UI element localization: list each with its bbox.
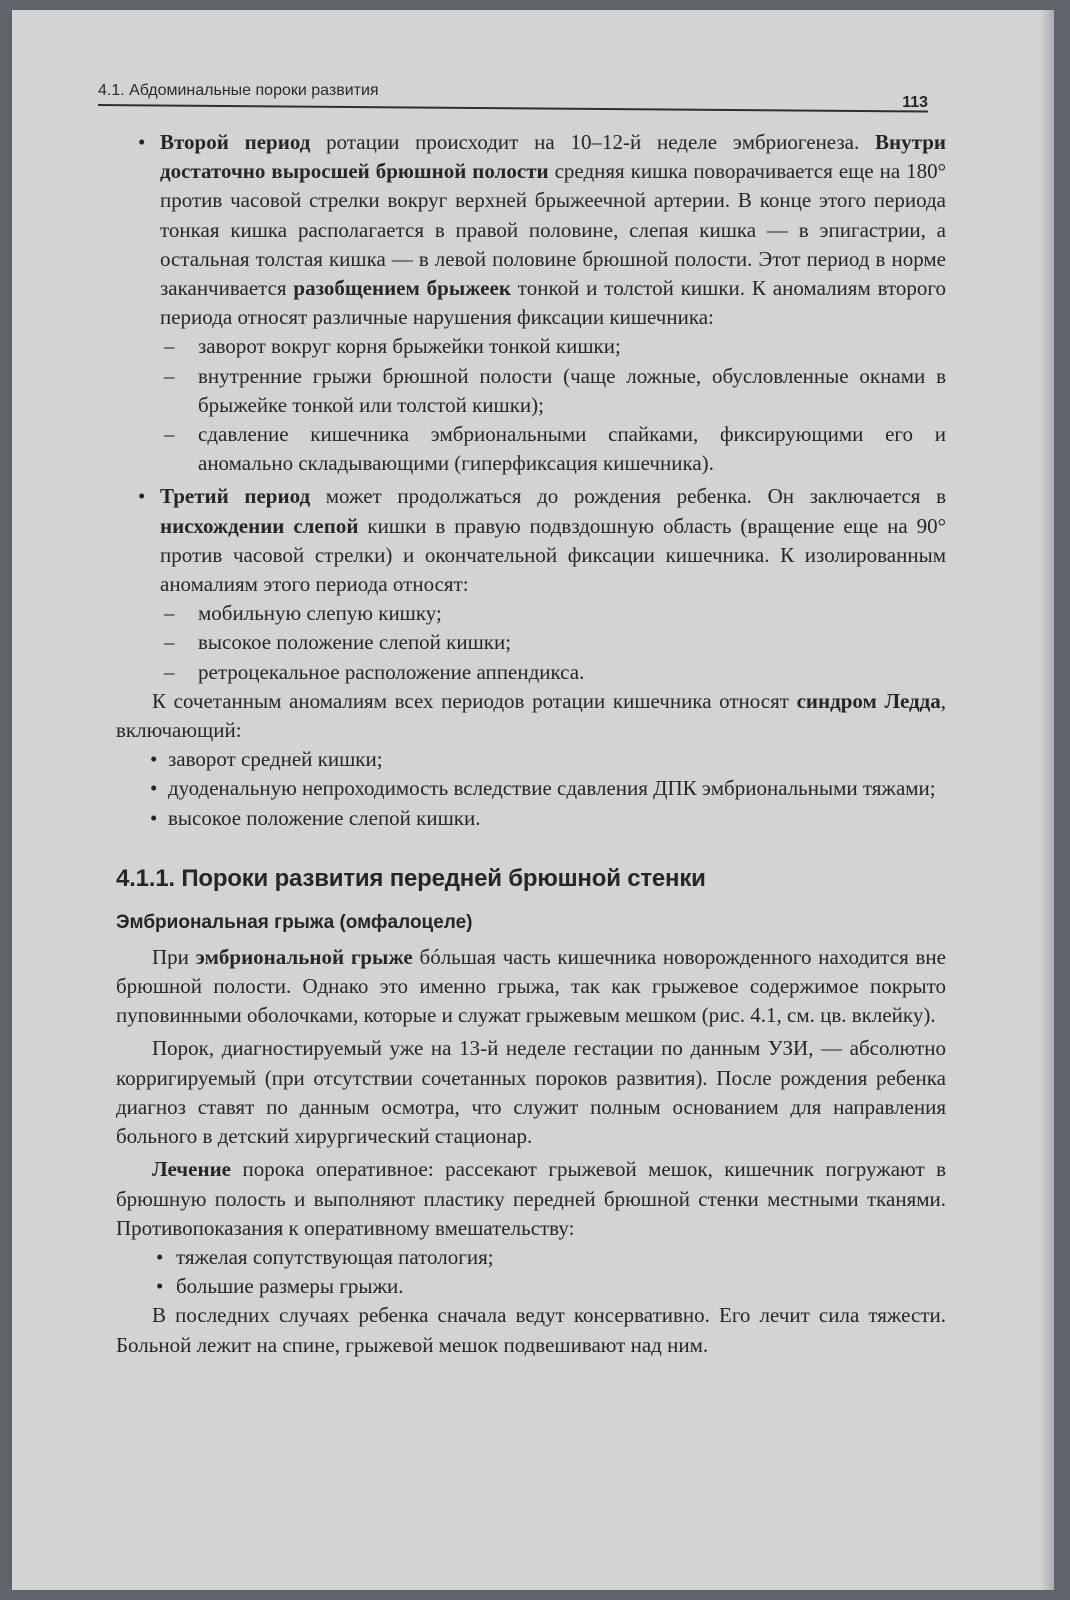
list-item	[116, 1272, 946, 1301]
paragraph-text: бóльшая часть кишечника новорожденного находится вне брюшной полости. Однако это именно грыжа, так как грыжевое содержимое покрыто пуповинными оболочками, которые и служат грыжевым мешком (рис. 4.1, см. цв. вклейку).	[116, 944, 946, 1028]
paragraph-text: средняя кишка поворачивается еще на 180° против часовой стрелки вокруг верхней брыжеечной артерии. В конце этого периода тонкая кишка располагается в правой половине, слепая кишка — в эпигастрии, а остальная толстая кишка — в левой половине брюшной полости. Этот период в норме заканчивается	[160, 159, 946, 301]
list-item-text: заворот вокруг корня брыжейки тонкой кишки;	[198, 334, 621, 359]
book-page	[12, 10, 1054, 1590]
section-heading: 4.1.1. Пороки развития передней брюшной стенки	[116, 864, 706, 892]
list-item-text: внутренние грыжи брюшной полости (чаще ложные, обусловленные окнами в брыжейке тонкой или толстой кишки);	[198, 363, 946, 417]
dash-mark: –	[164, 659, 175, 684]
list-item-second-period	[116, 128, 946, 332]
list-item-text: ретроцекальное расположение аппендикса.	[198, 659, 585, 684]
bullet-mark: •	[156, 1274, 164, 1299]
diagnosis-paragraph: Порок, диагностируемый уже на 13-й неделе гестации по данным УЗИ, — абсолютно корригируемый (при отсутствии сочетанных пороков развития). После рождения ребенка диагноз ставят по данным осмотра, что служит полным основанием для направления больного в детский хирургический стационар.	[116, 1036, 946, 1149]
paragraph-text: При	[152, 944, 196, 969]
bullet-mark: •	[150, 805, 158, 830]
list-item-text: высокое положение слепой кишки.	[168, 805, 481, 830]
bold-term: Лечение	[152, 1157, 231, 1182]
dash-mark: –	[164, 334, 175, 359]
ladd-paragraph	[116, 687, 946, 745]
bullet-mark: •	[156, 1244, 164, 1269]
rotation-periods-list-continued	[116, 482, 946, 599]
second-period-anomalies	[116, 332, 946, 478]
list-item-text: мобильную слепую кишку;	[198, 601, 442, 626]
list-item	[116, 332, 946, 361]
list-item-third-period	[116, 482, 946, 599]
running-title: 4.1. Абдоминальные пороки развития	[98, 82, 379, 99]
bold-term: Второй период	[160, 130, 311, 154]
paragraph-text: кишки в правую подвздошную область (вращение еще на 90° против часовой стрелки) и окончательной фиксации кишечника. К изолированным аномалиям этого периода относят:	[160, 513, 947, 597]
bullet-mark: •	[138, 130, 146, 154]
rotation-periods-list	[116, 128, 946, 332]
page-body	[116, 128, 946, 1360]
bold-term: Третий период	[160, 484, 311, 509]
bullet-mark: •	[150, 747, 158, 772]
bold-term: синдром Ледда	[796, 688, 941, 713]
paragraph-text: порока оперативное: рассекают грыжевой мешок, кишечник погружают в брюшную полость и выполняют пластику передней брюшной стенки местными тканями. Противопоказания к оперативному вмешательству:	[116, 1157, 946, 1240]
list-item-text: большие размеры грыжи.	[176, 1274, 404, 1299]
dash-mark: –	[164, 630, 175, 655]
list-item	[116, 420, 946, 478]
dash-mark: –	[164, 363, 175, 388]
subsection-heading: Эмбриональная грыжа (омфалоцеле)	[116, 911, 473, 933]
list-item-text: высокое положение слепой кишки;	[198, 630, 512, 655]
list-item-text: тяжелая сопутствующая патология;	[176, 1244, 494, 1269]
contraindications-list	[116, 1243, 946, 1301]
bullet-mark: •	[150, 776, 158, 801]
paragraph-text: ротации происходит на 10–12-й неделе эмбриогенеза.	[310, 130, 876, 154]
third-period-anomalies	[116, 599, 946, 687]
paragraph-text: может продолжаться до рождения ребенка. Он заключается в	[310, 484, 946, 509]
list-item	[116, 745, 946, 774]
list-item	[116, 1243, 946, 1272]
treatment-paragraph	[116, 1155, 946, 1243]
page-edge-shadow	[1040, 10, 1054, 1590]
paragraph-text: тонкой и толстой кишки. К аномалиям второго периода относят различные нарушения фиксации кишечника:	[160, 276, 946, 330]
bold-term: эмбриональной грыже	[195, 944, 413, 969]
list-item	[116, 628, 946, 657]
bold-term: нисхождении слепой	[160, 513, 359, 538]
list-item-text: дуоденальную непроходимость вследствие сдавления ДПК эмбриональными тяжами;	[168, 776, 936, 801]
paragraph-text: К сочетанным аномалиям всех периодов ротации кишечника относят	[152, 688, 797, 713]
list-item	[116, 599, 946, 628]
dash-mark: –	[164, 601, 175, 626]
conservative-paragraph: В последних случаях ребенка сначала ведут консервативно. Его лечит сила тяжести. Больной лежит на спине, грыжевой мешок подвешивают над ним.	[116, 1303, 946, 1357]
list-item	[116, 774, 946, 803]
bold-term: разобщением брыжеек	[293, 276, 511, 301]
bold-term: Внутри достаточно выросшей брюшной полости	[160, 130, 947, 184]
bullet-mark: •	[138, 484, 146, 509]
dash-mark: –	[164, 422, 175, 447]
list-item	[116, 362, 946, 420]
list-item	[116, 804, 946, 833]
list-item-text: сдавление кишечника эмбриональными спайками, фиксирующими его и аномально складывающими (гиперфиксация кишечника).	[198, 422, 946, 476]
ladd-syndrome-list	[116, 745, 946, 833]
paragraph-text: , включающий:	[116, 688, 946, 743]
list-item-text: заворот средней кишки;	[168, 747, 383, 772]
page-number: 113	[902, 94, 928, 111]
list-item	[116, 658, 946, 687]
omphalocele-paragraph	[116, 943, 946, 1031]
